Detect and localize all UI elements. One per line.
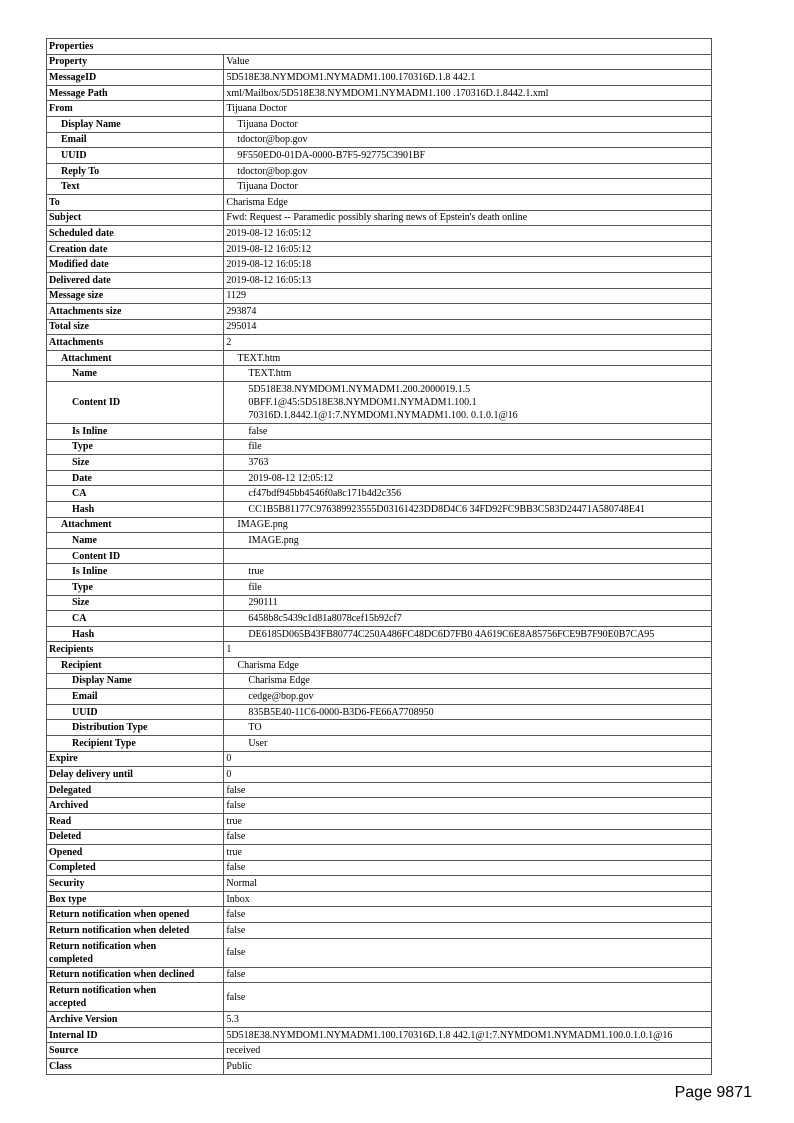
property-value: Tijuana Doctor [224, 116, 712, 132]
table-row [47, 257, 712, 273]
property-name: Total size [47, 319, 224, 335]
property-value: tdoctor@bop.gov [224, 132, 712, 148]
table-row [47, 1059, 712, 1075]
properties-table-body [47, 39, 712, 1075]
table-row [47, 101, 712, 117]
property-value: false [224, 923, 712, 939]
table-row [47, 548, 712, 564]
property-value: 0 [224, 751, 712, 767]
property-name: Delay delivery until [47, 767, 224, 783]
property-value: 2019-08-12 16:05:18 [224, 257, 712, 273]
property-value: false [224, 860, 712, 876]
property-name: Name [47, 533, 224, 549]
property-name: Return notification when opened [47, 907, 224, 923]
property-value: true [224, 564, 712, 580]
property-name: Date [47, 470, 224, 486]
property-value: false [224, 967, 712, 983]
property-name: Email [47, 689, 224, 705]
property-value: Fwd: Request -- Paramedic possibly sharing news of Epstein's death online [224, 210, 712, 226]
property-name: Scheduled date [47, 226, 224, 242]
property-name: Internal ID [47, 1027, 224, 1043]
property-value: 3763 [224, 455, 712, 471]
property-name: Opened [47, 845, 224, 861]
table-row [47, 751, 712, 767]
property-value: TO [224, 720, 712, 736]
property-value: Charisma Edge [224, 657, 712, 673]
table-row [47, 876, 712, 892]
property-name: Attachment [47, 350, 224, 366]
property-name: Box type [47, 891, 224, 907]
property-value: 2019-08-12 16:05:12 [224, 226, 712, 242]
property-name: Message size [47, 288, 224, 304]
property-value: 5.3 [224, 1012, 712, 1028]
table-row [47, 923, 712, 939]
property-value: 5D518E38.NYMDOM1.NYMADM1.100.170316D.1.8 442.1@1:7.NYMDOM1.NYMADM1.100.0.1.0.1@16 [224, 1027, 712, 1043]
property-value: 835B5E40-11C6-0000-B3D6-FE66A7708950 [224, 704, 712, 720]
property-name: Recipients [47, 642, 224, 658]
table-row [47, 642, 712, 658]
column-header-property: Property [47, 54, 224, 70]
table-row [47, 798, 712, 814]
table-row [47, 829, 712, 845]
property-name: Return notification when deleted [47, 923, 224, 939]
property-value: 290111 [224, 595, 712, 611]
table-row [47, 782, 712, 798]
table-row [47, 70, 712, 86]
property-name: MessageID [47, 70, 224, 86]
property-value: 9F550ED0-01DA-0000-B7F5-92775C3901BF [224, 148, 712, 164]
table-row [47, 304, 712, 320]
table-header-row [47, 54, 712, 70]
property-name: Return notification when completed [47, 938, 224, 967]
table-row [47, 148, 712, 164]
properties-table [46, 38, 712, 1075]
property-value: tdoctor@bop.gov [224, 163, 712, 179]
property-value: 2 [224, 335, 712, 351]
property-name: Is Inline [47, 424, 224, 440]
table-row [47, 845, 712, 861]
table-row [47, 116, 712, 132]
table-row [47, 382, 712, 424]
property-name: Recipient [47, 657, 224, 673]
property-value: Tijuana Doctor [224, 179, 712, 195]
table-row [47, 335, 712, 351]
property-name: Modified date [47, 257, 224, 273]
property-name: Attachments [47, 335, 224, 351]
property-value: received [224, 1043, 712, 1059]
property-name: Distribution Type [47, 720, 224, 736]
property-name: Reply To [47, 163, 224, 179]
property-name: CA [47, 486, 224, 502]
property-value: 5D518E38.NYMDOM1.NYMADM1.200.2000019.1.5 0BFF.1@45:5D518E38.NYMDOM1.NYMADM1.100.1 70316D.1.8442.1@1:7.NYMDOM1.NYMADM1.100. 0.1.0.1@16 [224, 382, 712, 424]
table-row [47, 1027, 712, 1043]
table-row [47, 891, 712, 907]
table-row [47, 626, 712, 642]
table-row [47, 689, 712, 705]
property-name: Size [47, 455, 224, 471]
property-value: 5D518E38.NYMDOM1.NYMADM1.100.170316D.1.8 442.1 [224, 70, 712, 86]
table-row [47, 907, 712, 923]
table-row [47, 580, 712, 596]
table-row [47, 657, 712, 673]
property-name: Text [47, 179, 224, 195]
table-row [47, 132, 712, 148]
property-value: false [224, 424, 712, 440]
property-value: TEXT.htm [224, 366, 712, 382]
property-name: From [47, 101, 224, 117]
property-value: true [224, 813, 712, 829]
property-name: Display Name [47, 116, 224, 132]
table-row [47, 210, 712, 226]
property-name: Type [47, 439, 224, 455]
property-name: Hash [47, 626, 224, 642]
table-row [47, 272, 712, 288]
table-row [47, 1012, 712, 1028]
table-row [47, 179, 712, 195]
property-value: false [224, 907, 712, 923]
property-value: 1 [224, 642, 712, 658]
property-value: false [224, 938, 712, 967]
property-name: Size [47, 595, 224, 611]
table-row [47, 673, 712, 689]
table-row [47, 439, 712, 455]
property-name: Attachment [47, 517, 224, 533]
property-name: Deleted [47, 829, 224, 845]
property-name: UUID [47, 704, 224, 720]
table-row [47, 704, 712, 720]
property-name: Hash [47, 502, 224, 518]
table-row [47, 241, 712, 257]
property-name: Display Name [47, 673, 224, 689]
table-row [47, 720, 712, 736]
table-row [47, 533, 712, 549]
table-row [47, 735, 712, 751]
property-value: 6458b8c5439c1d81a8078cef15b92cf7 [224, 611, 712, 627]
property-name: Class [47, 1059, 224, 1075]
property-name: Content ID [47, 382, 224, 424]
property-name: Archived [47, 798, 224, 814]
table-row [47, 860, 712, 876]
property-value: false [224, 782, 712, 798]
property-value: 2019-08-12 12:05:12 [224, 470, 712, 486]
table-row [47, 350, 712, 366]
property-name: CA [47, 611, 224, 627]
property-value: 0 [224, 767, 712, 783]
property-name: Archive Version [47, 1012, 224, 1028]
property-value: xml/Mailbox/5D518E38.NYMDOM1.NYMADM1.100 .170316D.1.8442.1.xml [224, 85, 712, 101]
property-name: Type [47, 580, 224, 596]
table-title: Properties [47, 39, 712, 55]
property-name: Subject [47, 210, 224, 226]
property-value: false [224, 829, 712, 845]
table-row [47, 767, 712, 783]
property-value: CC1B5B81177C976389923555D03161423DD8D4C6 34FD92FC9BB3C583D24471A580748E41 [224, 502, 712, 518]
property-value: Charisma Edge [224, 194, 712, 210]
table-row [47, 163, 712, 179]
property-name: Read [47, 813, 224, 829]
table-row [47, 288, 712, 304]
table-row [47, 486, 712, 502]
property-value: file [224, 439, 712, 455]
table-row [47, 564, 712, 580]
table-row [47, 1043, 712, 1059]
property-name: Return notification when accepted [47, 983, 224, 1012]
property-name: Message Path [47, 85, 224, 101]
property-name: Recipient Type [47, 735, 224, 751]
table-row [47, 470, 712, 486]
property-value: false [224, 983, 712, 1012]
column-header-value: Value [224, 54, 712, 70]
property-name: Creation date [47, 241, 224, 257]
table-row [47, 611, 712, 627]
property-value: 2019-08-12 16:05:12 [224, 241, 712, 257]
property-value: IMAGE.png [224, 533, 712, 549]
property-value: User [224, 735, 712, 751]
table-row [47, 319, 712, 335]
property-value: DE6185D065B43FB80774C250A486FC48DC6D7FB0 4A619C6E8A85756FCE9B7F90E0B7CA95 [224, 626, 712, 642]
table-row [47, 85, 712, 101]
property-value: Public [224, 1059, 712, 1075]
table-title-row [47, 39, 712, 55]
table-row [47, 455, 712, 471]
table-row [47, 813, 712, 829]
property-value: 1129 [224, 288, 712, 304]
table-row [47, 595, 712, 611]
table-row [47, 226, 712, 242]
property-name: To [47, 194, 224, 210]
property-value: true [224, 845, 712, 861]
property-value: TEXT.htm [224, 350, 712, 366]
property-value: 2019-08-12 16:05:13 [224, 272, 712, 288]
property-name: Expire [47, 751, 224, 767]
property-name: Name [47, 366, 224, 382]
property-name: Email [47, 132, 224, 148]
property-name: Content ID [47, 548, 224, 564]
table-row [47, 967, 712, 983]
table-row [47, 424, 712, 440]
table-row [47, 517, 712, 533]
property-value: Inbox [224, 891, 712, 907]
property-name: Return notification when declined [47, 967, 224, 983]
property-name: Delegated [47, 782, 224, 798]
property-value: cedge@bop.gov [224, 689, 712, 705]
property-name: Completed [47, 860, 224, 876]
property-name: Is Inline [47, 564, 224, 580]
property-name: Source [47, 1043, 224, 1059]
property-name: Security [47, 876, 224, 892]
table-row [47, 502, 712, 518]
table-row [47, 983, 712, 1012]
property-value: IMAGE.png [224, 517, 712, 533]
table-row [47, 194, 712, 210]
property-name: Attachments size [47, 304, 224, 320]
property-value: cf47bdf945bb4546f0a8c171b4d2c356 [224, 486, 712, 502]
property-name: Delivered date [47, 272, 224, 288]
property-name: UUID [47, 148, 224, 164]
property-value: Normal [224, 876, 712, 892]
property-value: Tijuana Doctor [224, 101, 712, 117]
property-value: Charisma Edge [224, 673, 712, 689]
property-value [224, 548, 712, 564]
property-value: file [224, 580, 712, 596]
property-value: 295014 [224, 319, 712, 335]
table-row [47, 366, 712, 382]
property-value: 293874 [224, 304, 712, 320]
property-value: false [224, 798, 712, 814]
page-number: Page 9871 [674, 1084, 752, 1101]
table-row [47, 938, 712, 967]
